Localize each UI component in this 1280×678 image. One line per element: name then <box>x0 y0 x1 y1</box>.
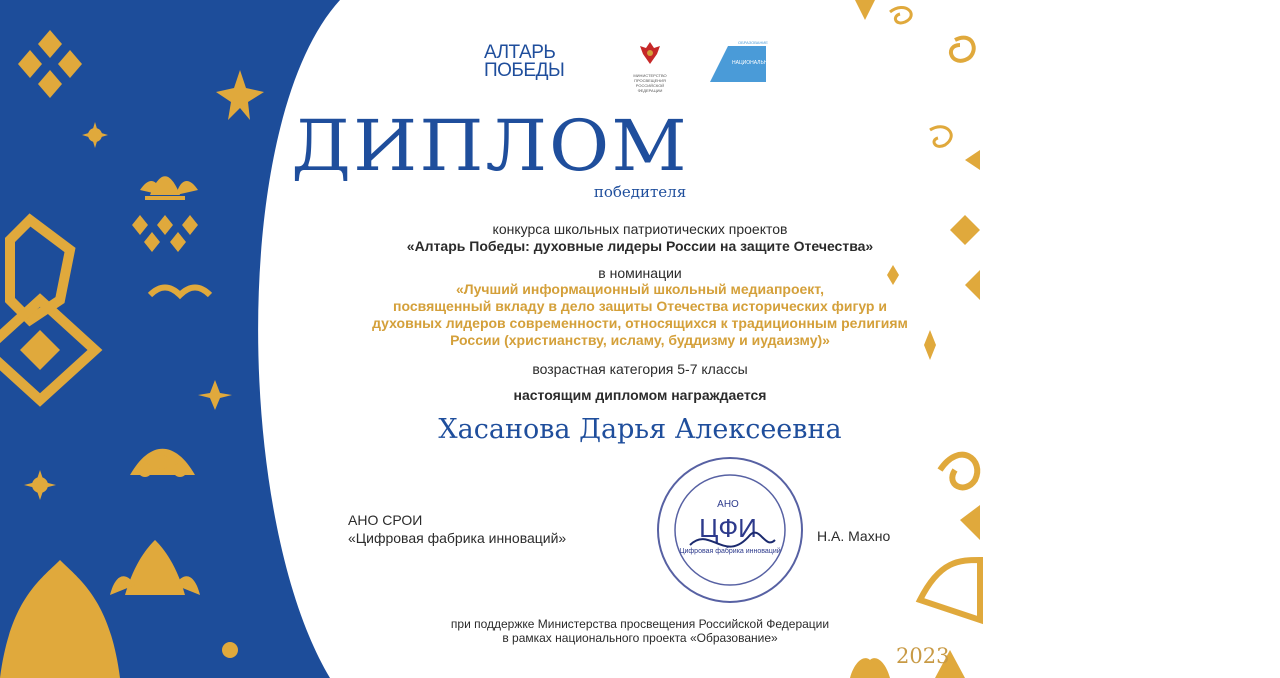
altar-logo-line1: АЛТАРЬ <box>484 42 556 63</box>
national-project-icon <box>708 40 824 84</box>
altar-logo-line2: ПОБЕДЫ <box>484 60 565 81</box>
nomination-line-4: России (христианству, исламу, буддизму и иудаизму)» <box>450 332 830 348</box>
contest-line: конкурса школьных патриотических проектов <box>492 221 788 237</box>
obrazovanie-text: ОБРАЗОВАНИЕ <box>738 40 768 45</box>
diploma-title: ДИПЛОМ <box>291 105 689 187</box>
diploma-subtitle: победителя <box>593 183 687 201</box>
ministry-caption: МИНИСТЕРСТВО ПРОСВЕЩЕНИЯ РОССИЙСКОЙ ФЕДЕРАЦИИ <box>633 73 667 93</box>
support-line-1: при поддержке Министерства просвещения Российской Федерации <box>450 617 830 631</box>
stamp-main-text: ЦФИ <box>699 513 757 543</box>
org-line-2: «Цифровая фабрика инноваций» <box>348 530 567 546</box>
official-stamp <box>655 455 805 605</box>
national-project-text: НАЦИОНАЛЬНЫЕ ПРОЕКТЫ РОССИИ <box>732 60 824 66</box>
eagle-emblem-icon <box>638 40 662 66</box>
support-line-2: в рамках национального проекта «Образование» <box>502 631 778 645</box>
diploma-year: 2023 <box>896 644 950 668</box>
support-block <box>0 617 1280 645</box>
nomination-line-3: духовных лидеров современности, относящихся к традиционным религиям <box>372 315 908 331</box>
logo-bar <box>0 38 980 93</box>
stamp-top-text: АНО <box>717 499 739 510</box>
age-category: возрастная категория 5-7 классы <box>532 361 748 377</box>
organization-block <box>348 511 566 547</box>
nomination-intro: в номинации <box>598 265 682 281</box>
org-line-1: АНО СРОИ <box>348 512 423 528</box>
stamp-sub-text: Цифровая фабрика инноваций <box>679 548 781 555</box>
national-project-logo <box>708 40 824 89</box>
contest-name: «Алтарь Победы: духовные лидеры России на защите Отечества» <box>406 238 874 254</box>
signatory-name: Н.А. Махно <box>817 528 891 544</box>
nomination-line-2: посвященный вкладу в дело защиты Отечества исторических фигур и <box>393 298 887 314</box>
awarded-line: настоящим дипломом награждается <box>513 387 767 403</box>
altar-pobedy-logo <box>484 44 564 80</box>
ministry-logo <box>625 40 675 93</box>
recipient-name: Хасанова Дарья Алексеевна <box>438 414 842 445</box>
nomination-line-1: «Лучший информационный школьный медиапроект, <box>456 281 824 297</box>
